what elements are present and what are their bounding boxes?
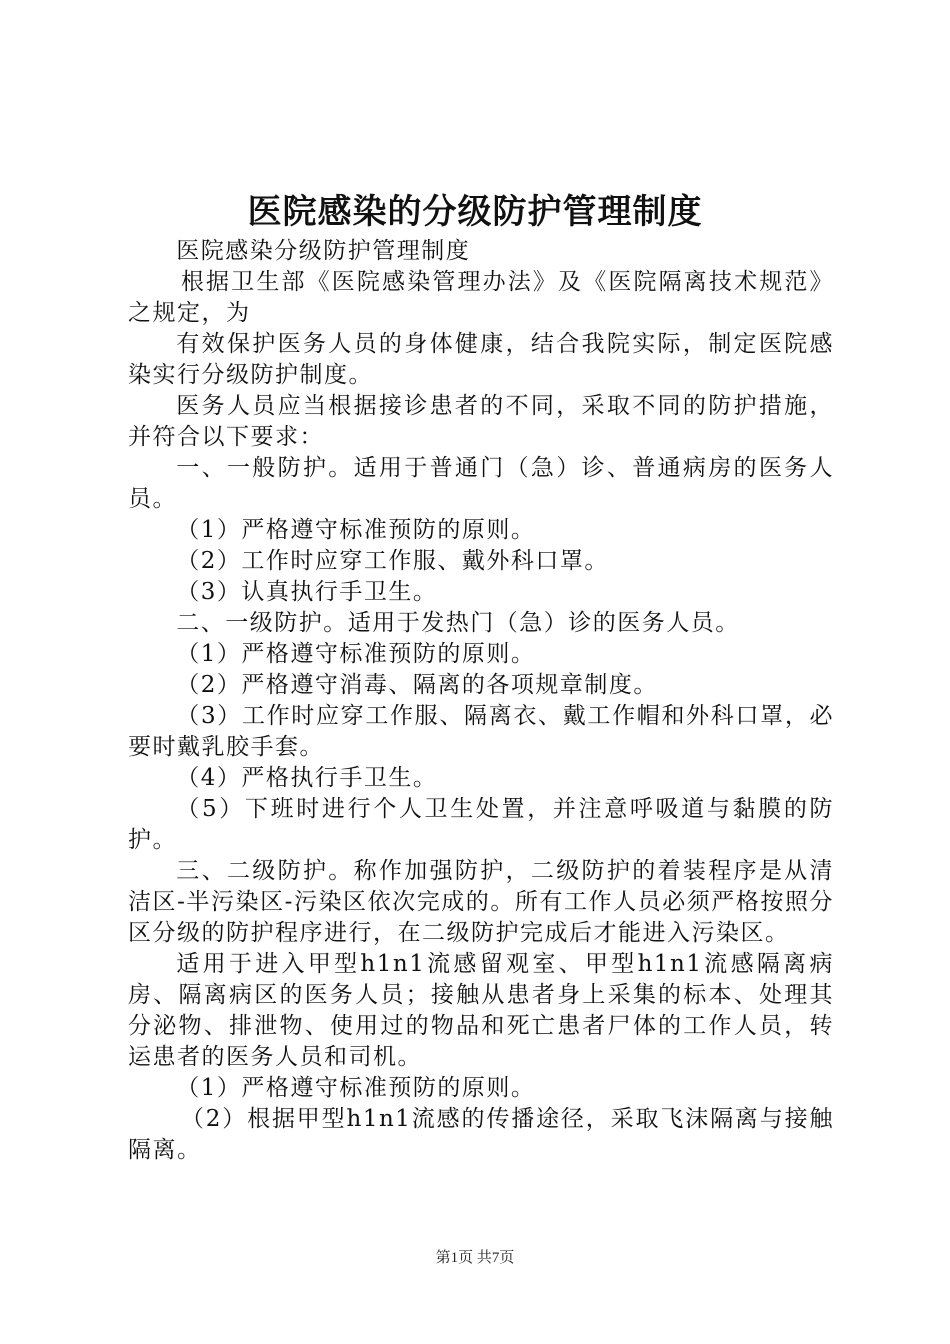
document-body — [128, 236, 834, 1166]
paragraph-general-item-1: （1）严格遵守标准预防的原则。 — [176, 517, 536, 543]
paragraph-requirement: 医务人员应当根据接诊患者的不同，采取不同的防护措施，并符合以下要求： — [128, 393, 834, 450]
paragraph-level2-protection: 三、二级防护。称作加强防护，二级防护的着装程序是从清洁区-半污染区-污染区依次完成的。所有工作人员必须严格按照分区分级的防护程序进行，在二级防护完成后才能进入污染区。 — [128, 858, 834, 946]
paragraph-level1-protection: 二、一级防护。适用于发热门（急）诊的医务人员。 — [176, 610, 740, 636]
document-title: 医院感染的分级防护管理制度 — [247, 192, 703, 232]
paragraph-level1-item-5: （5）下班时进行个人卫生处置，并注意呼吸道与黏膜的防护。 — [128, 796, 834, 853]
paragraph-level1-item-3: （3）工作时应穿工作服、隔离衣、戴工作帽和外科口罩，必要时戴乳胶手套。 — [128, 703, 834, 760]
paragraph-general-protection: 一、一般防护。适用于普通门（急）诊、普通病房的医务人员。 — [128, 455, 834, 512]
paragraph-general-item-3: （3）认真执行手卫生。 — [176, 579, 438, 605]
paragraph-level1-item-4: （4）严格执行手卫生。 — [176, 765, 438, 791]
paragraph-purpose: 有效保护医务人员的身体健康，结合我院实际，制定医院感染实行分级防护制度。 — [128, 331, 834, 388]
paragraph-level2-scope: 适用于进入甲型h1n1流感留观室、甲型h1n1流感隔离病房、隔离病区的医务人员；接触从患者身上采集的标本、处理其分泌物、排泄物、使用过的物品和死亡患者尸体的工作人员，转运患者的医务人员和司机。 — [128, 951, 834, 1070]
paragraph-level1-item-1: （1）严格遵守标准预防的原则。 — [176, 641, 536, 667]
paragraph-level2-item-2: （2）根据甲型h1n1流感的传播途径，采取飞沫隔离与接触隔离。 — [128, 1106, 834, 1163]
paragraph-general-item-2: （2）工作时应穿工作服、戴外科口罩。 — [176, 548, 609, 574]
paragraph-subtitle: 医院感染分级防护管理制度 — [176, 238, 471, 264]
paragraph-level2-item-1: （1）严格遵守标准预防的原则。 — [176, 1075, 536, 1101]
paragraph-level1-item-2: （2）严格遵守消毒、隔离的各项规章制度。 — [176, 672, 658, 698]
paragraph-basis: 根据卫生部《医院感染管理办法》及《医院隔离技术规范》之规定，为 — [128, 269, 834, 326]
page-footer: 第1页 共7页 — [435, 1250, 515, 1266]
